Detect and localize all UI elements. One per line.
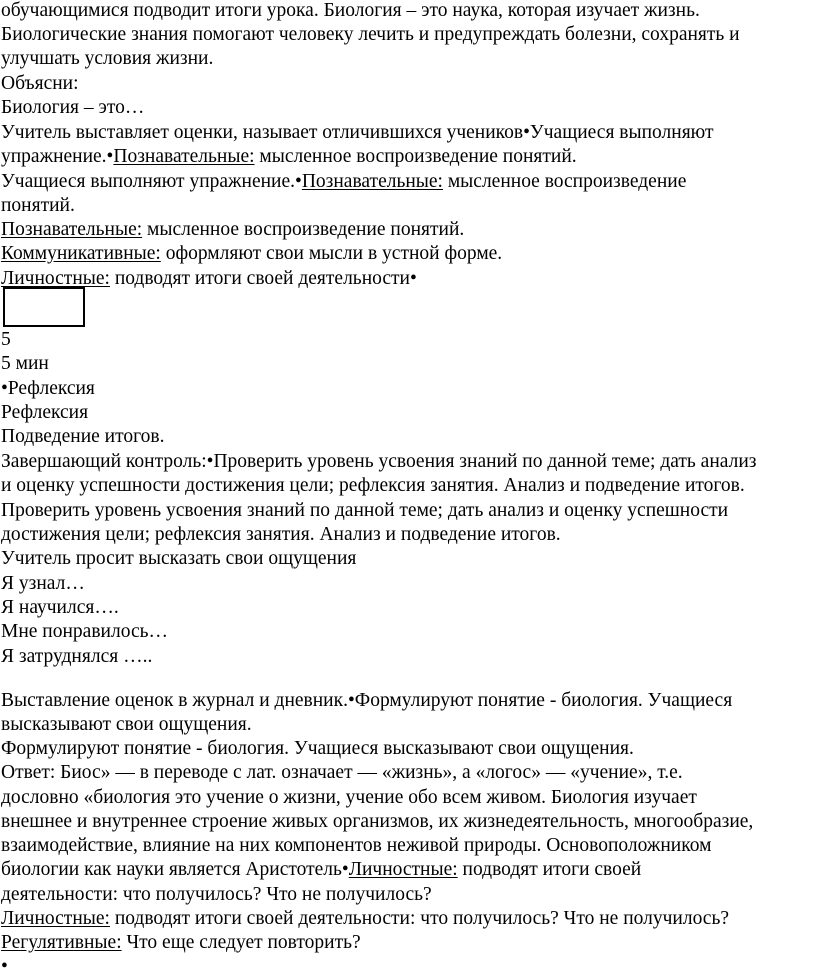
text-line (1, 0, 700, 23)
text-line (1, 689, 732, 713)
underlined-label: Коммуникативные: (1, 243, 161, 264)
text-run: Ответ: Биос» — в переводе с лат. означает — «жизнь», а «логос» — «учение», т.е. (1, 762, 683, 783)
text-line (1, 834, 711, 858)
text-line (1, 121, 714, 145)
text-line (1, 145, 577, 169)
text-run: Мне понравилось… (1, 621, 168, 642)
underlined-label: Личностные: (1, 908, 110, 929)
text-run: Формулируют понятие - биология. Учащиеся высказывают свои ощущения. (1, 738, 634, 759)
text-run: • (1, 956, 8, 977)
text-run: Биология – это… (1, 97, 145, 118)
underlined-label: Регулятивные: (1, 932, 122, 953)
text-run: обучающимися подводит итоги урока. Биология – это наука, которая изучает жизнь. (1, 0, 700, 21)
text-line (1, 194, 75, 218)
text-line (1, 883, 432, 907)
text-run: Я научился…. (1, 597, 119, 618)
text-line (1, 23, 740, 47)
text-run: Что еще следует повторить? (121, 932, 361, 953)
text-line (1, 786, 697, 810)
text-run: Проверить уровень усвоения знаний по данной теме; дать анализ и оценку успешности (1, 500, 729, 521)
text-line (1, 761, 683, 785)
text-line (1, 858, 641, 882)
underlined-label: Личностные: (1, 268, 110, 289)
text-line (1, 96, 144, 120)
text-run: дословно «биология это учение о жизни, учение обо всем живом. Биология изучает (1, 787, 697, 808)
text-run: Рефлексия (1, 402, 89, 423)
text-line (1, 547, 356, 571)
text-run: высказывают свои ощущения. (1, 714, 252, 735)
text-line (1, 645, 152, 669)
text-run: улучшать условия жизни. (1, 48, 214, 69)
text-run: мысленное воспроизведение понятий. (142, 219, 465, 240)
text-run: понятий. (1, 195, 75, 216)
text-line (1, 267, 417, 291)
text-line (1, 425, 164, 449)
underlined-label: Личностные: (348, 859, 458, 880)
text-run: •Рефлексия (1, 378, 95, 399)
text-line (1, 713, 252, 737)
text-line (1, 620, 168, 644)
text-line (1, 352, 49, 376)
underlined-label: Познавательные: (113, 146, 255, 167)
text-run: достижения цели; рефлексия занятия. Анализ и подведение итогов. (1, 524, 561, 545)
text-run: Учитель выставляет оценки, называет отличившихся учеников•Учащиеся выполняют (1, 122, 714, 143)
text-run: подводят итоги своей деятельности• (109, 268, 417, 289)
text-run: мысленное воспроизведение (442, 171, 687, 192)
text-run: внешнее и внутреннее строение живых организмов, их жизнедеятельность, многообразие, (1, 811, 754, 832)
text-run: Объясни: (1, 73, 79, 94)
text-run: взаимодействие, влияние на них компонентов неживой природы. Основоположником (1, 835, 712, 856)
text-line (1, 170, 686, 194)
text-line (1, 931, 361, 955)
underlined-label: Познавательные: (301, 171, 443, 192)
text-run: 5 (1, 329, 11, 350)
text-run: биологии как науки является Аристотель• (1, 859, 349, 880)
text-line (1, 810, 753, 834)
text-line (1, 72, 79, 96)
text-line (1, 955, 8, 979)
text-line (1, 907, 729, 931)
text-run: Учащиеся выполняют упражнение.• (1, 171, 302, 192)
text-run: подводят итоги своей деятельности: что получилось? Что не получилось? (109, 908, 730, 929)
text-line (1, 377, 95, 401)
text-line (1, 328, 11, 352)
text-line (1, 572, 85, 596)
text-line (1, 401, 88, 425)
text-run: подводят итоги своей (457, 859, 642, 880)
text-run: Я затруднялся ….. (1, 646, 153, 667)
text-run: Я узнал… (1, 573, 85, 594)
text-run: Завершающий контроль:•Проверить уровень усвоения знаний по данной теме; дать анализ (1, 451, 757, 472)
text-run: и оценку успешности достижения цели; рефлексия занятия. Анализ и подведение итогов. (1, 475, 745, 496)
text-run: оформляют свои мысли в устной форме. (160, 243, 503, 264)
text-run: 5 мин (1, 353, 49, 374)
text-run: Биологические знания помогают человеку лечить и предупреждать болезни, сохранять и (1, 24, 740, 45)
text-run: Учитель просит высказать свои ощущения (1, 548, 357, 569)
empty-table-cell (3, 287, 85, 327)
text-line (1, 474, 745, 498)
text-run: Выставление оценок в журнал и дневник.•Формулируют понятие - биология. Учащиеся (1, 690, 733, 711)
text-line (1, 596, 119, 620)
text-run: мысленное воспроизведение понятий. (254, 146, 577, 167)
text-line (1, 499, 728, 523)
underlined-label: Познавательные: (1, 219, 143, 240)
text-run: Подведение итогов. (1, 426, 165, 447)
text-line (1, 218, 464, 242)
text-line (1, 450, 756, 474)
text-line (1, 242, 502, 266)
text-line (1, 737, 634, 761)
text-run: деятельности: что получилось? Что не получилось? (1, 884, 432, 905)
text-line (1, 47, 213, 71)
text-line (1, 523, 561, 547)
text-run: упражнение.• (1, 146, 114, 167)
